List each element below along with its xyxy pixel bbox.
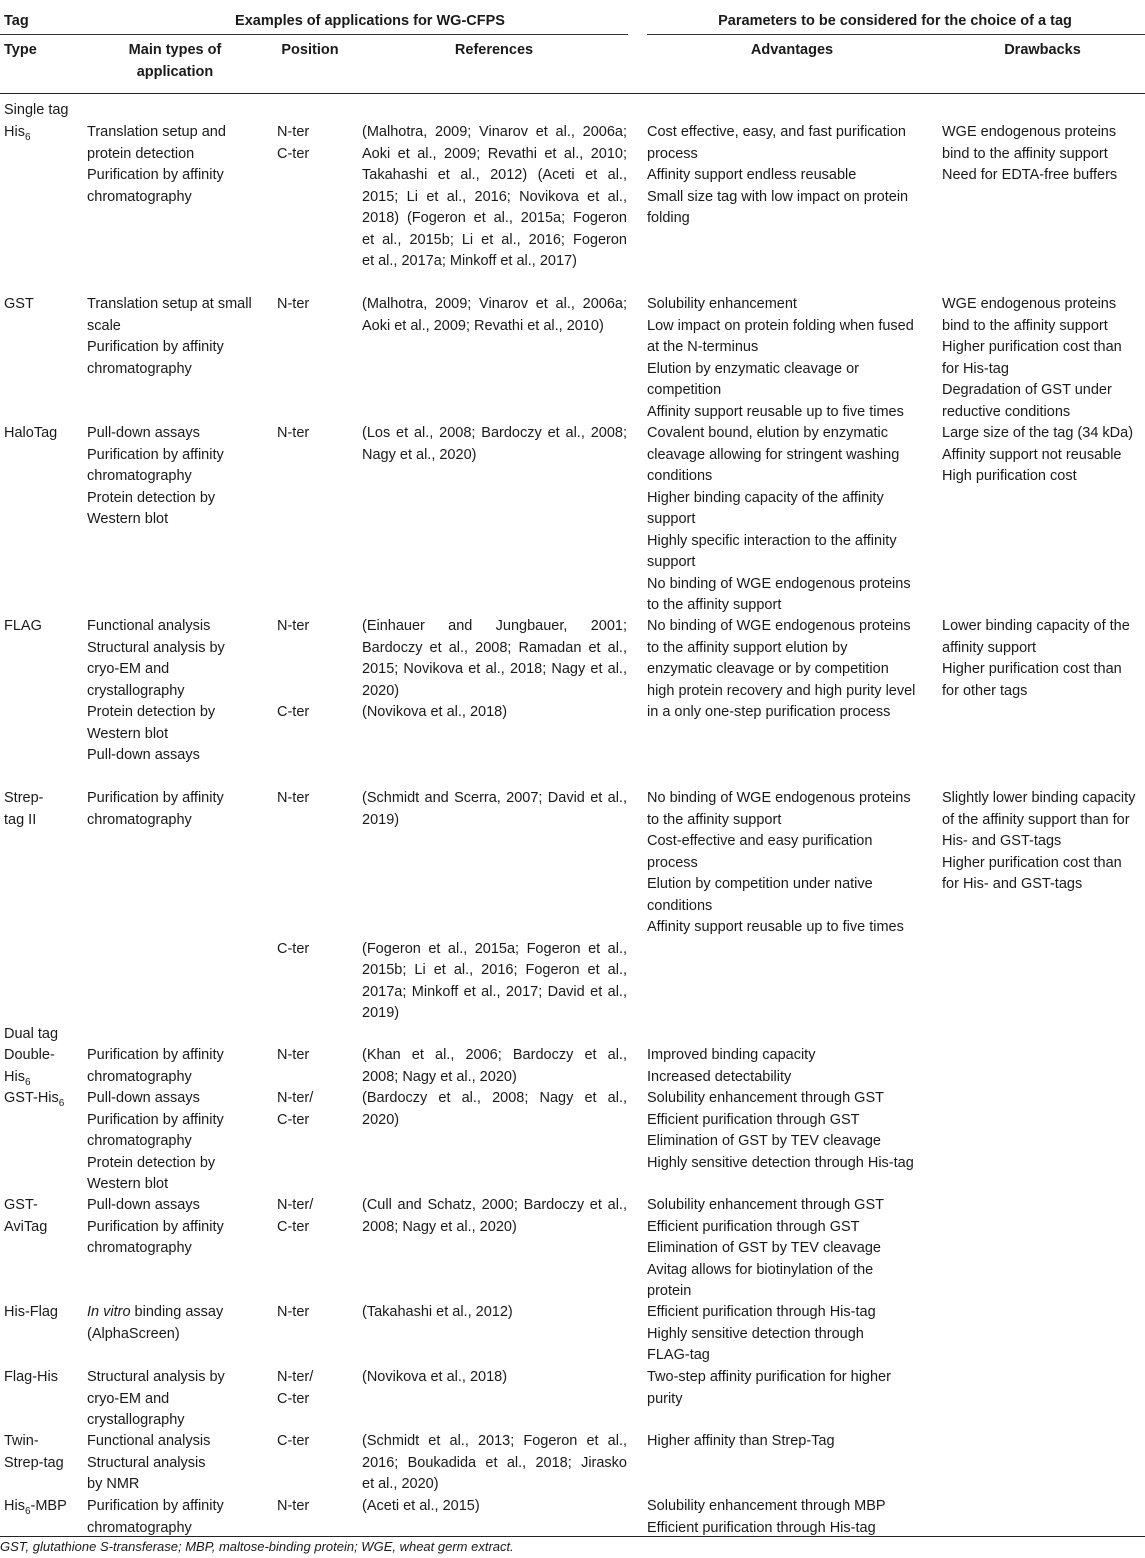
adv-line: purity <box>647 1390 683 1407</box>
draw-line: bind to the affinity support <box>942 145 1108 162</box>
type-line: Strep- <box>4 790 44 806</box>
adv-line: Small size tag with low impact on protein <box>647 188 909 205</box>
apps-line: Pull-down assays <box>87 425 200 441</box>
adv-line: Cost effective, easy, and fast purification <box>647 124 906 140</box>
refs-line: 2017a; Minkoff et al., 2017; David et al., <box>362 983 627 1000</box>
pos-line: N-ter <box>277 790 310 806</box>
pos-line <box>277 853 309 875</box>
refs-line: 2015; Li et al., 2016; Novikova et al., <box>362 188 627 205</box>
refs-line: et al., 2017a; Minkoff et al., 2017) <box>362 253 577 269</box>
apps-line: Pull-down assays <box>87 1090 200 1106</box>
refs-line: (Novikova et al., 2018) <box>362 1369 508 1385</box>
row-10-adv <box>647 1431 835 1453</box>
refs-line: Aoki et al., 2009; Revathi et al., 2010) <box>362 317 604 334</box>
apps-line: (AlphaScreen) <box>87 1325 180 1342</box>
row-2-draw <box>942 423 1133 488</box>
header-main-types <box>85 40 265 83</box>
draw-line: Need for EDTA-free buffers <box>942 167 1118 183</box>
adv-line: Highly sensitive detection through <box>647 1325 864 1342</box>
refs-line: (Takahashi et al., 2012) <box>362 1304 513 1320</box>
adv-line: Two-step affinity purification for higher <box>647 1369 891 1385</box>
header-examples: Examples of applications for WG-CFPS <box>235 13 505 29</box>
adv-line: No binding of WGE endogenous proteins <box>647 575 911 592</box>
refs-line: (Novikova et al., 2018) <box>362 704 508 720</box>
refs-line: 2015; Novikova et al., 2018; Nagy et al., <box>362 661 627 677</box>
refs-line: (Aceti et al., 2015) <box>362 1498 480 1514</box>
row-7-refs <box>362 1195 627 1238</box>
row-10-type <box>4 1431 64 1474</box>
adv-line: Efficient purification through GST <box>647 1111 860 1128</box>
pos-line: N-ter <box>277 618 310 634</box>
row-11-type <box>4 1496 67 1518</box>
apps-line: Pull-down assays <box>87 1197 200 1213</box>
row-8-refs <box>362 1302 627 1324</box>
refs-line: (Fogeron et al., 2015a; Fogeron et al., <box>362 940 627 957</box>
refs-line: 2019) <box>362 811 400 828</box>
header-bottom-rule <box>0 93 1145 94</box>
subscript-6: 6 <box>58 1098 65 1109</box>
pos-line: C-ter <box>277 1433 310 1449</box>
row-9-adv <box>647 1367 891 1410</box>
row-0-adv <box>647 122 908 230</box>
type-line: Double- <box>4 1047 55 1063</box>
header-main-types-line2: application <box>136 63 214 80</box>
row-0-apps <box>87 122 226 208</box>
row-1-type <box>4 294 34 316</box>
row-4-refs <box>362 788 627 1025</box>
draw-line: for other tags <box>942 682 1028 699</box>
pos-line: N-ter <box>277 1047 310 1063</box>
refs-line: et al., 2015b; Li et al., 2016; Fogeron <box>362 231 627 248</box>
row-7-type <box>4 1195 47 1238</box>
adv-line: Avitag allows for biotinylation of the <box>647 1261 874 1278</box>
pos-line <box>277 874 309 896</box>
apps-line: Protein detection by <box>87 1154 216 1171</box>
row-3-refs <box>362 616 627 724</box>
apps-line: Translation setup and <box>87 124 226 140</box>
apps-line: Structural analysis by <box>87 1369 225 1385</box>
subscript-6: 6 <box>24 132 31 143</box>
apps-line: Purification by affinity <box>87 1498 224 1514</box>
adv-line: enzymatic cleavage or by competition <box>647 661 889 677</box>
adv-line: No binding of WGE endogenous proteins <box>647 618 911 634</box>
row-9-refs <box>362 1367 627 1389</box>
pos-line: C-ter <box>277 1111 310 1128</box>
type-line: His$_6$ <box>4 124 31 143</box>
pos-line: N-ter <box>277 425 310 441</box>
row-6-pos <box>277 1088 313 1131</box>
draw-line: Large size of the tag (34 kDa) <box>942 425 1134 441</box>
adv-line: conditions <box>647 897 713 914</box>
apps-line: Protein detection by <box>87 704 216 720</box>
row-2-pos <box>277 423 309 445</box>
type-line: GST- <box>4 1197 38 1213</box>
draw-line: WGE endogenous proteins <box>942 124 1117 140</box>
adv-line: Elution by enzymatic cleavage or <box>647 360 859 377</box>
type-line: Twin- <box>4 1433 39 1449</box>
refs-line: (Einhauer and Jungbauer, 2001; <box>362 618 627 634</box>
row-6-apps <box>87 1088 224 1196</box>
type-line: GST <box>4 296 34 312</box>
adv-line: Affinity support endless reusable <box>647 167 857 183</box>
refs-line <box>362 831 627 853</box>
apps-line: Translation setup at small <box>87 296 252 312</box>
row-6-adv <box>647 1088 914 1174</box>
adv-line: cleavage allowing for stringent washing <box>647 446 900 463</box>
adv-line: process <box>647 854 698 871</box>
pos-line <box>277 659 309 681</box>
group-single-tag: Single tag <box>4 102 69 118</box>
pos-line: C-ter <box>277 940 310 957</box>
refs-line: Aoki et al., 2009; Revathi et al., 2010; <box>362 145 627 162</box>
adv-line: Covalent bound, elution by enzymatic <box>647 425 889 441</box>
apps-line <box>87 1302 223 1324</box>
apps-line: Western blot <box>87 725 169 742</box>
adv-line: competition <box>647 382 722 398</box>
apps-line-rest: binding assay <box>130 1304 224 1320</box>
row-4-draw <box>942 788 1135 896</box>
draw-line: for His-tag <box>942 360 1009 377</box>
adv-line: support <box>647 511 696 527</box>
row-7-adv <box>647 1195 884 1303</box>
type-line: tag II <box>4 811 37 828</box>
row-4-adv <box>647 788 911 939</box>
pos-line <box>277 810 309 832</box>
adv-line: Affinity support reusable up to five times <box>647 403 904 420</box>
apps-line: Western blot <box>87 511 169 527</box>
adv-line: Affinity support reusable up to five times <box>647 919 904 935</box>
row-11-adv <box>647 1496 886 1539</box>
row-11-apps <box>87 1496 224 1539</box>
draw-line: Lower binding capacity of the <box>942 618 1130 634</box>
type-line: His-Flag <box>4 1304 58 1320</box>
italic-prefix: In vitro <box>87 1304 131 1320</box>
refs-line: Bardoczy et al., 2008; Ramadan et al., <box>362 639 627 656</box>
type-line: AviTag <box>4 1218 48 1235</box>
adv-line: in a only one-step purification process <box>647 704 891 720</box>
row-4-type <box>4 788 44 831</box>
header-rule-right <box>647 34 1145 35</box>
row-5-refs <box>362 1045 627 1088</box>
row-3-draw <box>942 616 1130 702</box>
row-7-apps <box>87 1195 224 1260</box>
type-line: His$_6$ <box>4 1068 31 1088</box>
row-4-apps <box>87 788 224 831</box>
pos-line: C-ter <box>277 145 310 162</box>
row-8-type <box>4 1302 58 1324</box>
refs-line: 2020) <box>362 682 400 699</box>
group-dual-tag: Dual tag <box>4 1026 59 1042</box>
apps-line: protein detection <box>87 145 195 162</box>
row-3-apps <box>87 616 225 767</box>
refs-line <box>362 874 627 896</box>
refs-line: (Malhotra, 2009; Vinarov et al., 2006a; <box>362 124 627 140</box>
apps-line: chromatography <box>87 360 192 377</box>
apps-line: chromatography <box>87 188 192 205</box>
apps-line: by NMR <box>87 1476 140 1492</box>
header-position: Position <box>281 42 339 58</box>
row-2-type <box>4 423 57 445</box>
adv-line: at the N-terminus <box>647 339 759 355</box>
pos-line: N-ter/ <box>277 1197 314 1213</box>
refs-line: 2018) (Fogeron et al., 2015a; Fogeron <box>362 210 627 226</box>
row-2-refs <box>362 423 627 466</box>
draw-line: Affinity support not reusable <box>942 446 1122 463</box>
refs-line: (Khan et al., 2006; Bardoczy et al., <box>362 1047 627 1063</box>
draw-line: for His- and GST-tags <box>942 876 1083 892</box>
row-8-pos <box>277 1302 309 1324</box>
apps-line: Western blot <box>87 1176 169 1192</box>
apps-line: Pull-down assays <box>87 747 200 763</box>
refs-line: 2016; Boukadida et al., 2018; Jirasko <box>362 1454 627 1471</box>
refs-line: (Schmidt et al., 2013; Fogeron et al., <box>362 1433 627 1449</box>
refs-line: (Malhotra, 2009; Vinarov et al., 2006a; <box>362 296 627 312</box>
header-rule-left <box>0 34 628 35</box>
draw-line: Degradation of GST under <box>942 382 1112 398</box>
row-4-pos <box>277 788 309 960</box>
draw-line: Higher purification cost than <box>942 661 1122 677</box>
apps-line: Purification by affinity <box>87 339 224 355</box>
draw-line: His- and GST-tags <box>942 833 1062 849</box>
header-drawbacks: Drawbacks <box>1004 42 1081 58</box>
adv-line: Low impact on protein folding when fused <box>647 317 914 334</box>
apps-line: Functional analysis <box>87 1433 211 1449</box>
apps-line: cryo-EM and <box>87 1390 170 1407</box>
refs-line: (Cull and Schatz, 2000; Bardoczy et al., <box>362 1197 627 1213</box>
row-5-pos <box>277 1045 309 1067</box>
row-3-pos <box>277 616 309 724</box>
subscript-6: 6 <box>24 1506 31 1517</box>
apps-line: chromatography <box>87 1133 192 1149</box>
apps-line: Purification by affinity <box>87 1047 224 1063</box>
table-bottom-rule <box>0 1536 1145 1537</box>
type-line: Flag-His <box>4 1369 58 1385</box>
pos-line <box>277 896 309 918</box>
type-line: HaloTag <box>4 425 58 441</box>
refs-line <box>362 853 627 875</box>
row-0-draw <box>942 122 1117 187</box>
refs-line: (Los et al., 2008; Bardoczy et al., 2008; <box>362 425 627 441</box>
adv-line: to the affinity support elution by <box>647 639 848 656</box>
apps-line: cryo-EM and <box>87 661 170 677</box>
draw-line: bind to the affinity support <box>942 317 1108 334</box>
adv-line: Highly sensitive detection through His-tag <box>647 1154 914 1171</box>
adv-line: folding <box>647 210 690 226</box>
row-1-apps <box>87 294 252 380</box>
adv-line: Solubility enhancement through GST <box>647 1090 884 1106</box>
draw-line: Higher purification cost than <box>942 854 1122 871</box>
adv-line: Higher affinity than Strep-Tag <box>647 1433 835 1449</box>
row-3-adv <box>647 616 915 724</box>
adv-line: Improved binding capacity <box>647 1047 816 1063</box>
adv-line: Solubility enhancement through MBP <box>647 1498 886 1514</box>
apps-line: Purification by affinity <box>87 1111 224 1128</box>
row-6-refs <box>362 1088 627 1131</box>
row-5-apps <box>87 1045 224 1088</box>
apps-line: chromatography <box>87 468 192 484</box>
row-0-refs <box>362 122 627 273</box>
type-line: FLAG <box>4 618 42 634</box>
row-1-refs <box>362 294 627 337</box>
row-1-draw <box>942 294 1122 423</box>
draw-line: WGE endogenous proteins <box>942 296 1117 312</box>
refs-line: (Bardoczy et al., 2008; Nagy et al., <box>362 1090 627 1106</box>
draw-line: Higher purification cost than <box>942 339 1122 355</box>
row-8-apps <box>87 1302 223 1345</box>
row-0-type <box>4 122 31 144</box>
adv-line: protein <box>647 1283 692 1299</box>
apps-line: Protein detection by <box>87 489 216 506</box>
row-9-pos <box>277 1367 313 1410</box>
pos-line <box>277 638 309 660</box>
refs-line: Takahashi et al., 2012) (Aceti et al., <box>362 167 627 183</box>
refs-line: 2008; Nagy et al., 2020) <box>362 1068 517 1085</box>
row-10-pos <box>277 1431 309 1453</box>
adv-line: Efficient purification through GST <box>647 1218 860 1235</box>
apps-line: chromatography <box>87 1068 192 1085</box>
row-2-adv <box>647 423 911 617</box>
draw-line: Slightly lower binding capacity <box>942 790 1136 806</box>
adv-line: conditions <box>647 468 713 484</box>
refs-line: (Schmidt and Scerra, 2007; David et al., <box>362 790 627 806</box>
row-8-adv <box>647 1302 876 1367</box>
refs-line: 2020) <box>362 1111 400 1128</box>
header-parameters: Parameters to be considered for the choice of a tag <box>718 13 1072 29</box>
row-9-type <box>4 1367 58 1389</box>
refs-line: 2008; Nagy et al., 2020) <box>362 1218 517 1235</box>
adv-line: to the affinity support <box>647 811 782 828</box>
adv-line: support <box>647 554 696 570</box>
row-11-pos <box>277 1496 309 1518</box>
adv-line: Cost-effective and easy purification <box>647 833 873 849</box>
row-10-apps <box>87 1431 210 1496</box>
apps-line: Purification by affinity <box>87 167 224 183</box>
header-advantages: Advantages <box>750 42 834 58</box>
row-5-adv <box>647 1045 815 1088</box>
apps-line: Purification by affinity <box>87 790 224 806</box>
apps-line: scale <box>87 317 121 334</box>
table-footnote: GST, glutathione S-transferase; MBP, maltose-binding protein; WGE, wheat germ extract. <box>0 1539 514 1554</box>
apps-line: Functional analysis <box>87 618 211 634</box>
pos-line <box>277 831 309 853</box>
draw-line: reductive conditions <box>942 403 1071 420</box>
adv-line: Efficient purification through His-tag <box>647 1304 876 1320</box>
header-tag: Tag <box>4 13 29 29</box>
pos-line: C-ter <box>277 1218 310 1235</box>
row-11-refs <box>362 1496 627 1518</box>
pos-line: N-ter/ <box>277 1090 314 1106</box>
row-7-pos <box>277 1195 313 1238</box>
pos-line: C-ter <box>277 1390 310 1407</box>
refs-line: 2019) <box>362 1005 400 1021</box>
apps-line: chromatography <box>87 811 192 828</box>
adv-line: Elimination of GST by TEV cleavage <box>647 1133 881 1149</box>
header-references: References <box>454 42 534 58</box>
refs-line: Nagy et al., 2020) <box>362 446 477 463</box>
refs-line <box>362 917 627 939</box>
pos-line <box>277 917 309 939</box>
adv-line: Elimination of GST by TEV cleavage <box>647 1240 881 1256</box>
type-line: His$_6$-MBP <box>4 1498 67 1517</box>
pos-line: N-ter <box>277 296 310 312</box>
subscript-6: 6 <box>24 1076 31 1088</box>
refs-line: 2015b; Li et al., 2016; Fogeron et al., <box>362 962 627 978</box>
adv-line: No binding of WGE endogenous proteins <box>647 790 911 806</box>
row-3-type <box>4 616 42 638</box>
draw-line: of the affinity support than for <box>942 811 1130 828</box>
apps-line: chromatography <box>87 1240 192 1256</box>
pos-line: N-ter <box>277 1498 310 1514</box>
header-type: Type <box>4 42 37 58</box>
adv-line: Increased detectability <box>647 1068 792 1085</box>
adv-line: process <box>647 145 698 162</box>
row-2-apps <box>87 423 224 531</box>
adv-line: to the affinity support <box>647 597 782 613</box>
type-line: GST-His$_6$ <box>4 1090 65 1109</box>
adv-line: Highly specific interaction to the affinity <box>647 532 897 549</box>
apps-line: chromatography <box>87 1519 192 1536</box>
type-line: Strep-tag <box>4 1454 64 1471</box>
row-10-refs <box>362 1431 627 1496</box>
adv-line: Higher binding capacity of the affinity <box>647 489 884 506</box>
draw-line: affinity support <box>942 639 1037 656</box>
apps-line: crystallography <box>87 682 185 699</box>
refs-line <box>362 896 627 918</box>
pos-line <box>277 681 309 703</box>
adv-line: Solubility enhancement <box>647 296 797 312</box>
pos-line: C-ter <box>277 704 310 720</box>
adv-line: high protein recovery and high purity level <box>647 682 916 699</box>
row-6-type <box>4 1088 64 1110</box>
header-main-types-line1: Main types of <box>128 42 222 58</box>
row-9-apps <box>87 1367 225 1432</box>
row-1-adv <box>647 294 914 423</box>
pos-line: N-ter <box>277 124 310 140</box>
adv-line: Elution by competition under native <box>647 876 873 892</box>
row-5-type <box>4 1045 55 1088</box>
row-1-pos <box>277 294 309 316</box>
apps-line: Purification by affinity <box>87 1218 224 1235</box>
pos-line: N-ter <box>277 1304 310 1320</box>
apps-line: Purification by affinity <box>87 446 224 463</box>
apps-line: Structural analysis by <box>87 639 225 656</box>
row-0-pos <box>277 122 309 165</box>
adv-line: FLAG-tag <box>647 1347 710 1363</box>
refs-line: et al., 2020) <box>362 1476 439 1492</box>
adv-line: Solubility enhancement through GST <box>647 1197 884 1213</box>
apps-line: crystallography <box>87 1412 185 1428</box>
apps-line: Structural analysis <box>87 1454 206 1471</box>
adv-line: Efficient purification through His-tag <box>647 1519 876 1536</box>
pos-line: N-ter/ <box>277 1369 314 1385</box>
draw-line: High purification cost <box>942 468 1077 484</box>
